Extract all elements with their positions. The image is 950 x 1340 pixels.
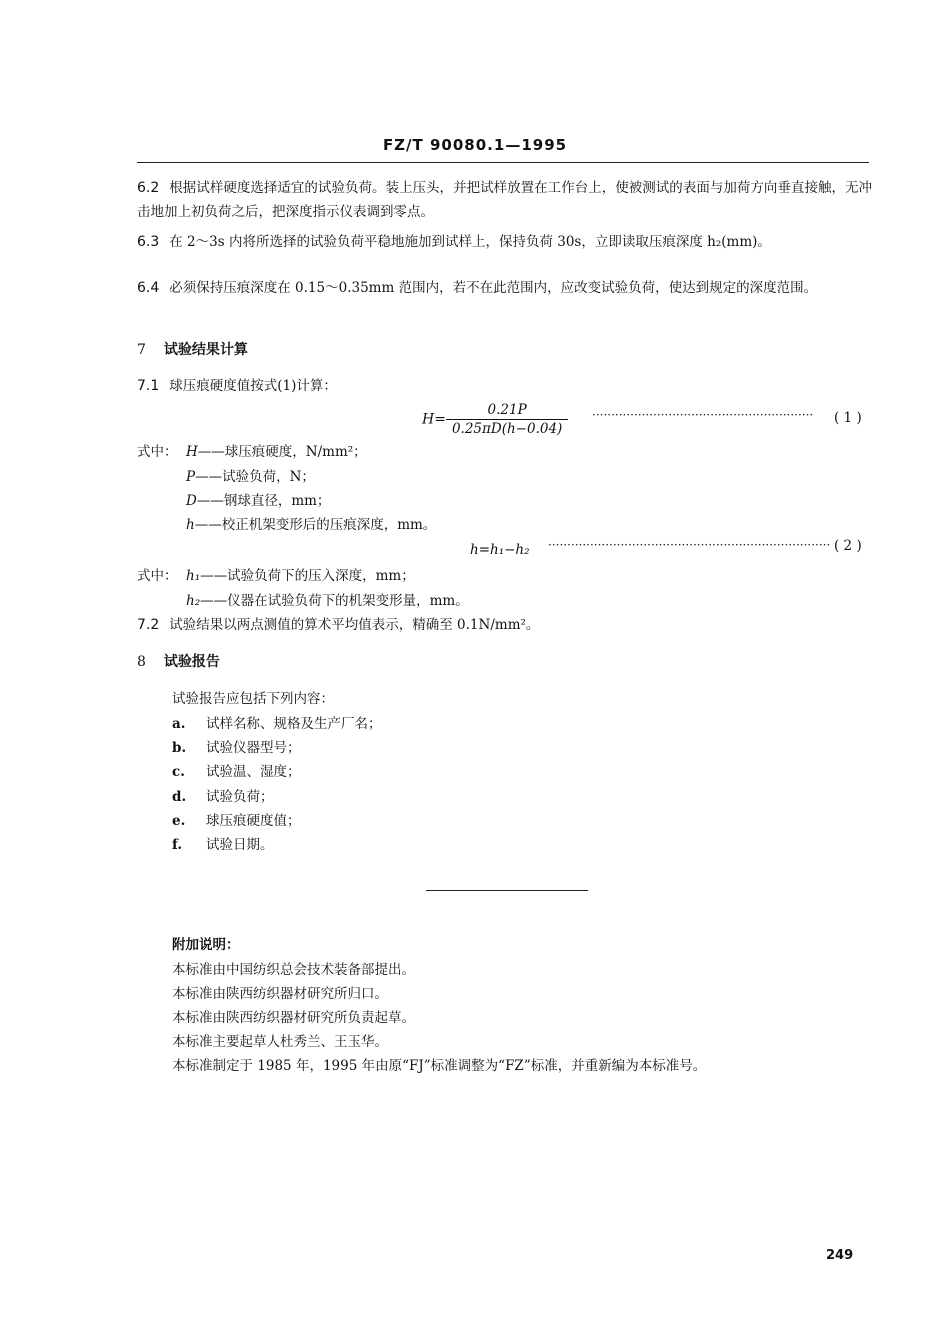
equation-fraction [446, 402, 568, 437]
list-mark: a. [172, 716, 186, 732]
symbol: h [186, 517, 195, 533]
clause-6-4 [137, 276, 872, 300]
fraction-numerator: 0.21P [446, 402, 568, 420]
section-number: 7 [137, 342, 146, 358]
section-title: 试验报告 [163, 654, 220, 670]
where-item [186, 564, 415, 588]
list-text: 球压痕硬度值； [206, 813, 301, 829]
equation-1-number: ( 1 ) [834, 410, 862, 426]
list-text: 试验负荷； [206, 789, 274, 805]
section-7-heading [137, 339, 248, 359]
symbol: D [186, 493, 197, 509]
list-text: 试验温、湿度； [206, 764, 301, 780]
equation-lhs: H= [422, 411, 446, 428]
leader-dots: ·········································································· [548, 538, 831, 552]
header-rule [137, 162, 869, 163]
where-label: 式中： [137, 568, 178, 584]
definition: ——钢球直径，mm； [196, 493, 331, 509]
section-8-heading [137, 651, 220, 671]
clause-number: 6.2 [137, 180, 160, 196]
clause-7-1 [137, 374, 337, 398]
appendix-line: 本标准由中国纺织总会技术装备部提出。 [172, 962, 415, 978]
clause-text: 根据试样硬度选择适宜的试验负荷。装上压头，并把试样放置在工作台上，使被测试的表面与加荷方向垂直接触，无冲击地加上初负荷之后，把深度指示仪表调到零点。 [137, 180, 872, 220]
definition: ——试验负荷下的压入深度，mm； [200, 568, 415, 584]
list-item [172, 833, 274, 857]
symbol: h₁ [186, 568, 201, 584]
where-item [186, 513, 436, 537]
symbol: h₂ [186, 593, 201, 609]
section-number: 8 [137, 654, 146, 670]
list-item [172, 785, 274, 809]
clause-number: 6.4 [137, 280, 160, 296]
list-item [172, 736, 301, 760]
list-text: 试验仪器型号； [206, 740, 301, 756]
clause-6-2 [137, 176, 872, 224]
where-item [186, 589, 469, 613]
definition: ——球压痕硬度，N/mm²； [197, 444, 367, 460]
end-rule [426, 890, 588, 891]
equation-1 [422, 402, 568, 437]
clause-number: 6.3 [137, 234, 160, 250]
appendix-line: 本标准制定于 1985 年，1995 年由原“FJ”标准调整为“FZ”标准，并重新编为本标准号。 [172, 1058, 707, 1074]
equation-2-number: ( 2 ) [834, 538, 862, 554]
where-item [186, 440, 367, 464]
list-mark: f. [172, 837, 183, 853]
appendix-line: 本标准由陕西纺织器材研究所负责起草。 [172, 1010, 415, 1026]
clause-7-2 [137, 613, 539, 637]
equation-2: h=h₁−h₂ [470, 542, 530, 558]
definition: ——校正机架变形后的压痕深度，mm。 [194, 517, 437, 533]
report-intro: 试验报告应包括下列内容： [172, 691, 334, 707]
definition: ——仪器在试验负荷下的机架变形量，mm。 [200, 593, 469, 609]
symbol: H [186, 444, 198, 460]
list-mark: d. [172, 789, 187, 805]
section-title: 试验结果计算 [163, 342, 248, 358]
clause-text: 试验结果以两点测值的算术平均值表示，精确至 0.1N/mm²。 [169, 617, 540, 633]
list-item [172, 760, 301, 784]
clause-number: 7.1 [137, 378, 160, 394]
page-number: 249 [826, 1248, 854, 1263]
definition: ——试验负荷，N； [195, 469, 315, 485]
clause-text: 必须保持压痕深度在 0.15～0.35mm 范围内，若不在此范围内，应改变试验负荷，使达到规定的深度范围。 [169, 280, 818, 296]
appendix-line: 本标准由陕西纺织器材研究所归口。 [172, 986, 388, 1002]
clause-6-3 [137, 230, 872, 254]
standard-code-header: FZ/T 90080.1—1995 [382, 136, 568, 154]
clause-text: 球压痕硬度值按式(1)计算： [169, 378, 337, 394]
fraction-denominator: 0.25πD(h−0.04) [451, 421, 563, 437]
where-item [186, 489, 330, 513]
list-mark: e. [172, 813, 186, 829]
list-item [172, 712, 382, 736]
clause-text: 在 2～3s 内将所选择的试验负荷平稳地施加到试样上，保持负荷 30s，立即读取压痕深度 h₂(mm)。 [169, 234, 771, 250]
leader-dots: ·························································· [592, 408, 814, 422]
appendix-title: 附加说明： [172, 937, 240, 953]
list-mark: b. [172, 740, 187, 756]
where-label: 式中： [137, 444, 178, 460]
list-item [172, 809, 301, 833]
list-text: 试样名称、规格及生产厂名； [206, 716, 382, 732]
symbol: P [186, 469, 196, 485]
appendix-line: 本标准主要起草人杜秀兰、王玉华。 [172, 1034, 388, 1050]
list-mark: c. [172, 764, 185, 780]
list-text: 试验日期。 [206, 837, 274, 853]
where-item [186, 465, 315, 489]
clause-number: 7.2 [137, 617, 160, 633]
